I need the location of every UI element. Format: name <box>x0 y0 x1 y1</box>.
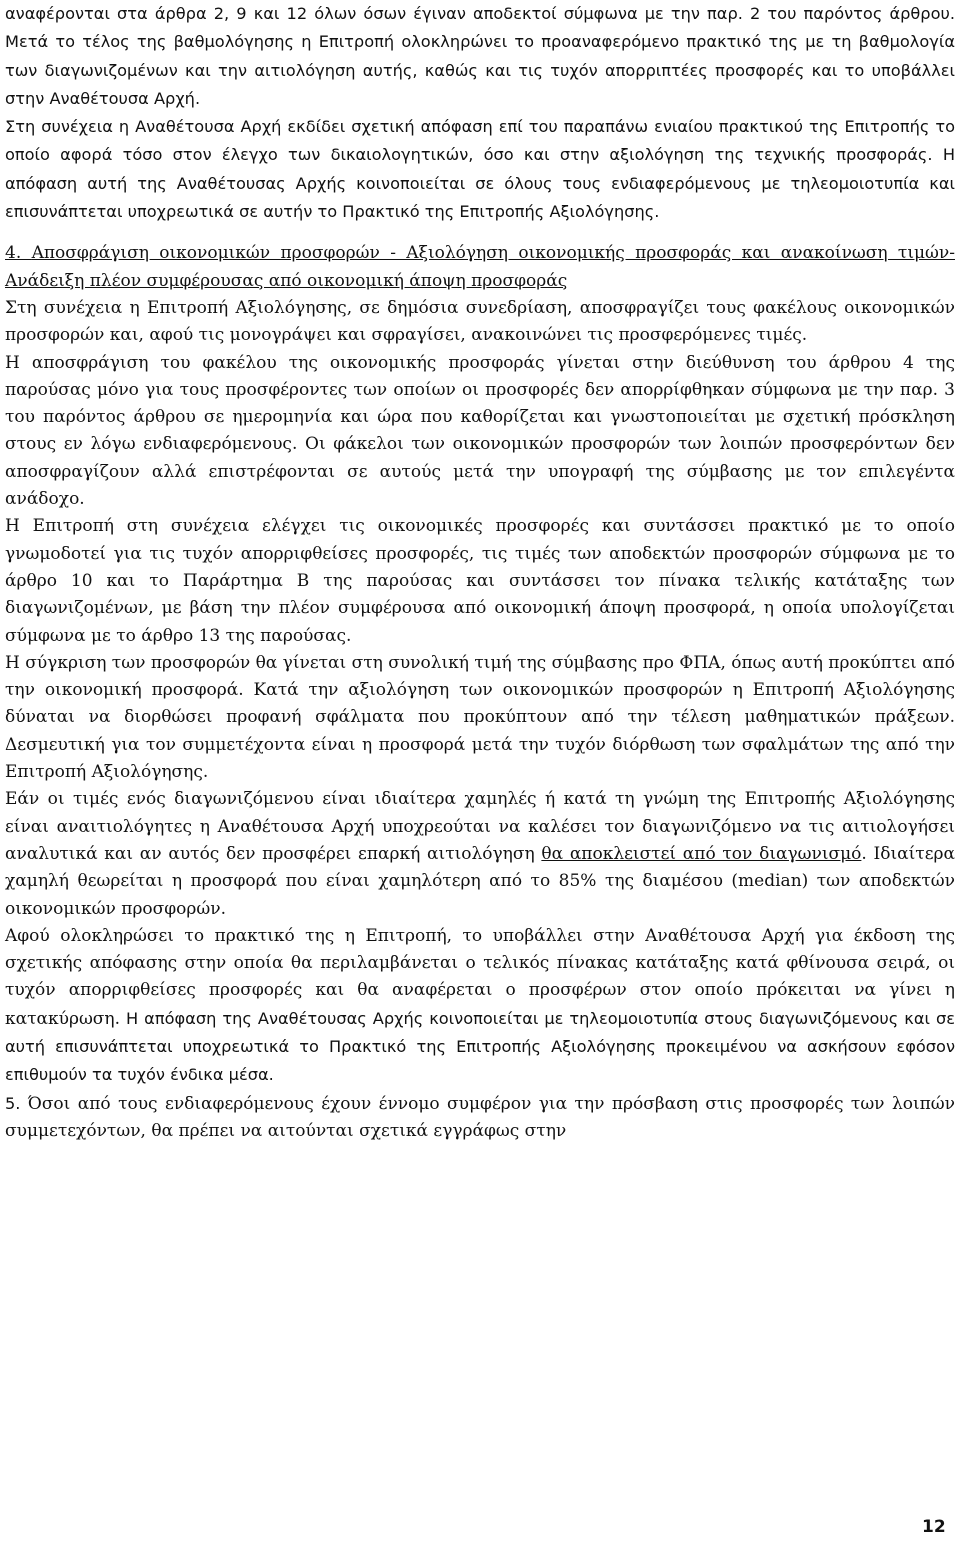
paragraph-unsealing-text: Στη συνέχεια η Επιτροπή Αξιολόγησης, σε δημόσια συνεδρίαση, αποσφραγίζει τους φακέλους οικονομικών προσφορών και, αφού τις μονογράψει και σφραγίσει, ανακοινώνει τις προσφερόμενες τιμές. <box>5 297 955 346</box>
paragraph-unsealing-location <box>5 350 955 514</box>
paragraph-committee-review <box>5 513 955 649</box>
paragraph-unsealing-location-text: Η αποσφράγιση του φακέλου της οικονομικής προσφοράς γίνεται στην διεύθυνση του άρθρου 4 της παρούσας μόνο για τους προσφέροντες των οποίων οι προσφορές δεν απορρίφθηκαν σύμφωνα με την παρ. 3 του παρόντος άρθρου σε ημερομηνία και ώρα που καθορίζεται και γνωστοποιείται με σχετική πρόσκληση στους εν λόγω ενδιαφερόμενους. Οι φάκελοι των οικονομικών προσφορών των λοιπών προσφερόντων δεν αποσφραγίζουν αλλά επιστρέφονται σε αυτούς μετά την υπογραφή της σύμβασης με τον επιλεγέντα ανάδοχο. <box>5 352 955 510</box>
document-body <box>5 0 955 1145</box>
paragraph-final-ranking-notification: Η απόφαση της Αναθέτουσας Αρχής κοινοποιείται με τηλεομοιοτυπία στους διαγωνιζόμενους και σε αυτή επισυνάπτεται υποχρεωτικά το Πρακτικό της Επιτροπής Αξιολόγησης προκειμένου να ασκήσουν εφόσον επιθυμούν τα τυχόν ένδικα μέσα. <box>5 1008 955 1085</box>
paragraph-intro <box>5 0 955 113</box>
section-title-4: Αποσφράγιση οικονομικών προσφορών - Αξιολόγηση οικονομικής προσφοράς και ανακοίνωση τιμών- Ανάδειξη πλέον συμφέρουσας από οικονομική άποψη προσφοράς <box>5 243 955 291</box>
paragraph-decision-notification: Η απόφαση αυτή της Αναθέτουσας Αρχής κοινοποιείται σε όλους τους ενδιαφερόμενους με τηλεομοιοτυπία και επισυνάπτεται υποχρεωτικά σε αυτήν το Πρακτικό της Επιτροπής Αξιολόγησης. <box>5 145 955 222</box>
paragraph-comparison-text: Η σύγκριση των προσφορών θα γίνεται στη συνολική τιμή της σύμβασης προ ΦΠΑ, όπως αυτή προκύπτει από την οικονομική προσφορά. <box>5 652 955 701</box>
section-heading-4 <box>5 240 955 295</box>
paragraph-low-prices-exclusion: θα αποκλειστεί από τον διαγωνισμό <box>541 843 862 864</box>
paragraph-final-ranking-text: Αφού ολοκληρώσει το πρακτικό της η Επιτροπή, το υποβάλλει στην Αναθέτουσα Αρχή για έκδοση της σχετικής απόφασης στην οποία θα περιλαμβάνεται ο τελικός πίνακας κατάταξης κατά φθίνουσα σειρά, οι τυχόν απορριφθείσες προσφορές και θα αναφέρεται ο προσφέρων στον οποίο πρόκειται να γίνει η κατακύρωση. <box>5 925 955 1029</box>
paragraph-comparison-corrections: Κατά την αξιολόγηση των οικονομικών προσφορών η Επιτροπή Αξιολόγησης δύναται να διορθώσει προφανή σφάλματα που προκύπτουν από την τέλεση μαθηματικών πράξεων. Δεσμευτική για τον συμμετέχοντα είναι η προσφορά μετά την τυχόν διόρθωση των σφαλμάτων της από την Επιτροπή Αξιολόγησης. <box>5 680 956 783</box>
paragraph-unsealing <box>5 295 955 350</box>
paragraph-low-prices <box>5 786 955 922</box>
paragraph-decision <box>5 113 955 226</box>
paragraph-access-request <box>5 1090 955 1146</box>
page-number: 12 <box>922 1517 946 1537</box>
paragraph-comparison <box>5 650 955 786</box>
section-number-5: 5. <box>5 1093 28 1113</box>
paragraph-committee-review-text: Η Επιτροπή στη συνέχεια ελέγχει τις οικονομικές προσφορές και συντάσσει πρακτικό με το οποίο γνωμοδοτεί για τις τυχόν απορριφθείσες προσφορές, τις τιμές των αποδεκτών προσφορών σύμφωνα με το άρθρο 10 και το Παράρτημα Β της παρούσας και συντάσσει τον πίνακα τελικής κατάταξης των διαγωνιζομένων, με βάση την πλέον συμφέρουσα από οικονομική άποψη προσφορά, η οποία υπολογίζεται σύμφωνα με το άρθρο 13 της παρούσας. <box>5 516 955 646</box>
paragraph-decision-text: Στη συνέχεια η Αναθέτουσα Αρχή εκδίδει σχετική απόφαση επί του παραπάνω ενιαίου πρακτικού της Επιτροπής το οποίο αφορά τόσο στον έλεγχο των δικαιολογητικών, όσο και στην αξιολόγηση της τεχνικής προσφοράς. <box>5 117 955 165</box>
section-number-4: 4. <box>5 243 32 264</box>
paragraph-low-prices-median: . Ιδιαίτερα χαμηλή θεωρείται η προσφορά που είναι χαμηλότερη από το 85% της διαμέσου (median) των αποδεκτών οικονομικών προσφορών. <box>5 843 955 919</box>
paragraph-final-ranking <box>5 923 955 1090</box>
paragraph-access-request-text: Όσοι από τους ενδιαφερόμενους έχουν έννομο συμφέρον για την πρόσβαση στις προσφορές των λοιπών συμμετεχόντων, θα πρέπει να αιτούνται σχετικά εγγράφως στην <box>5 1093 955 1141</box>
paragraph-low-prices-text: Εάν οι τιμές ενός διαγωνιζόμενου είναι ιδιαίτερα χαμηλές ή κατά τη γνώμη της Επιτροπής Αξιολόγησης είναι αναιτιολόγητες η Αναθέτουσα Αρχή υποχρεούται να καλέσει τον διαγωνιζόμενο να τις αιτιολογήσει αναλυτικά και αν αυτός δεν προσφέρει επαρκή αιτιολόγηση <box>5 789 955 864</box>
paragraph-intro-text: αναφέρονται στα άρθρα 2, 9 και 12 όλων όσων έγιναν αποδεκτοί σύμφωνα με την παρ. 2 του παρόντος άρθρου. Μετά το τέλος της βαθμολόγησης η Επιτροπή ολοκληρώνει το προαναφερόμενο πρακτικό της με τη βαθμολογία των διαγωνιζομένων και την αιτιολόγηση αυτής, καθώς και τις τυχόν απορριπτέες προσφορές και το υποβάλλει στην Αναθέτουσα Αρχή. <box>5 4 955 108</box>
